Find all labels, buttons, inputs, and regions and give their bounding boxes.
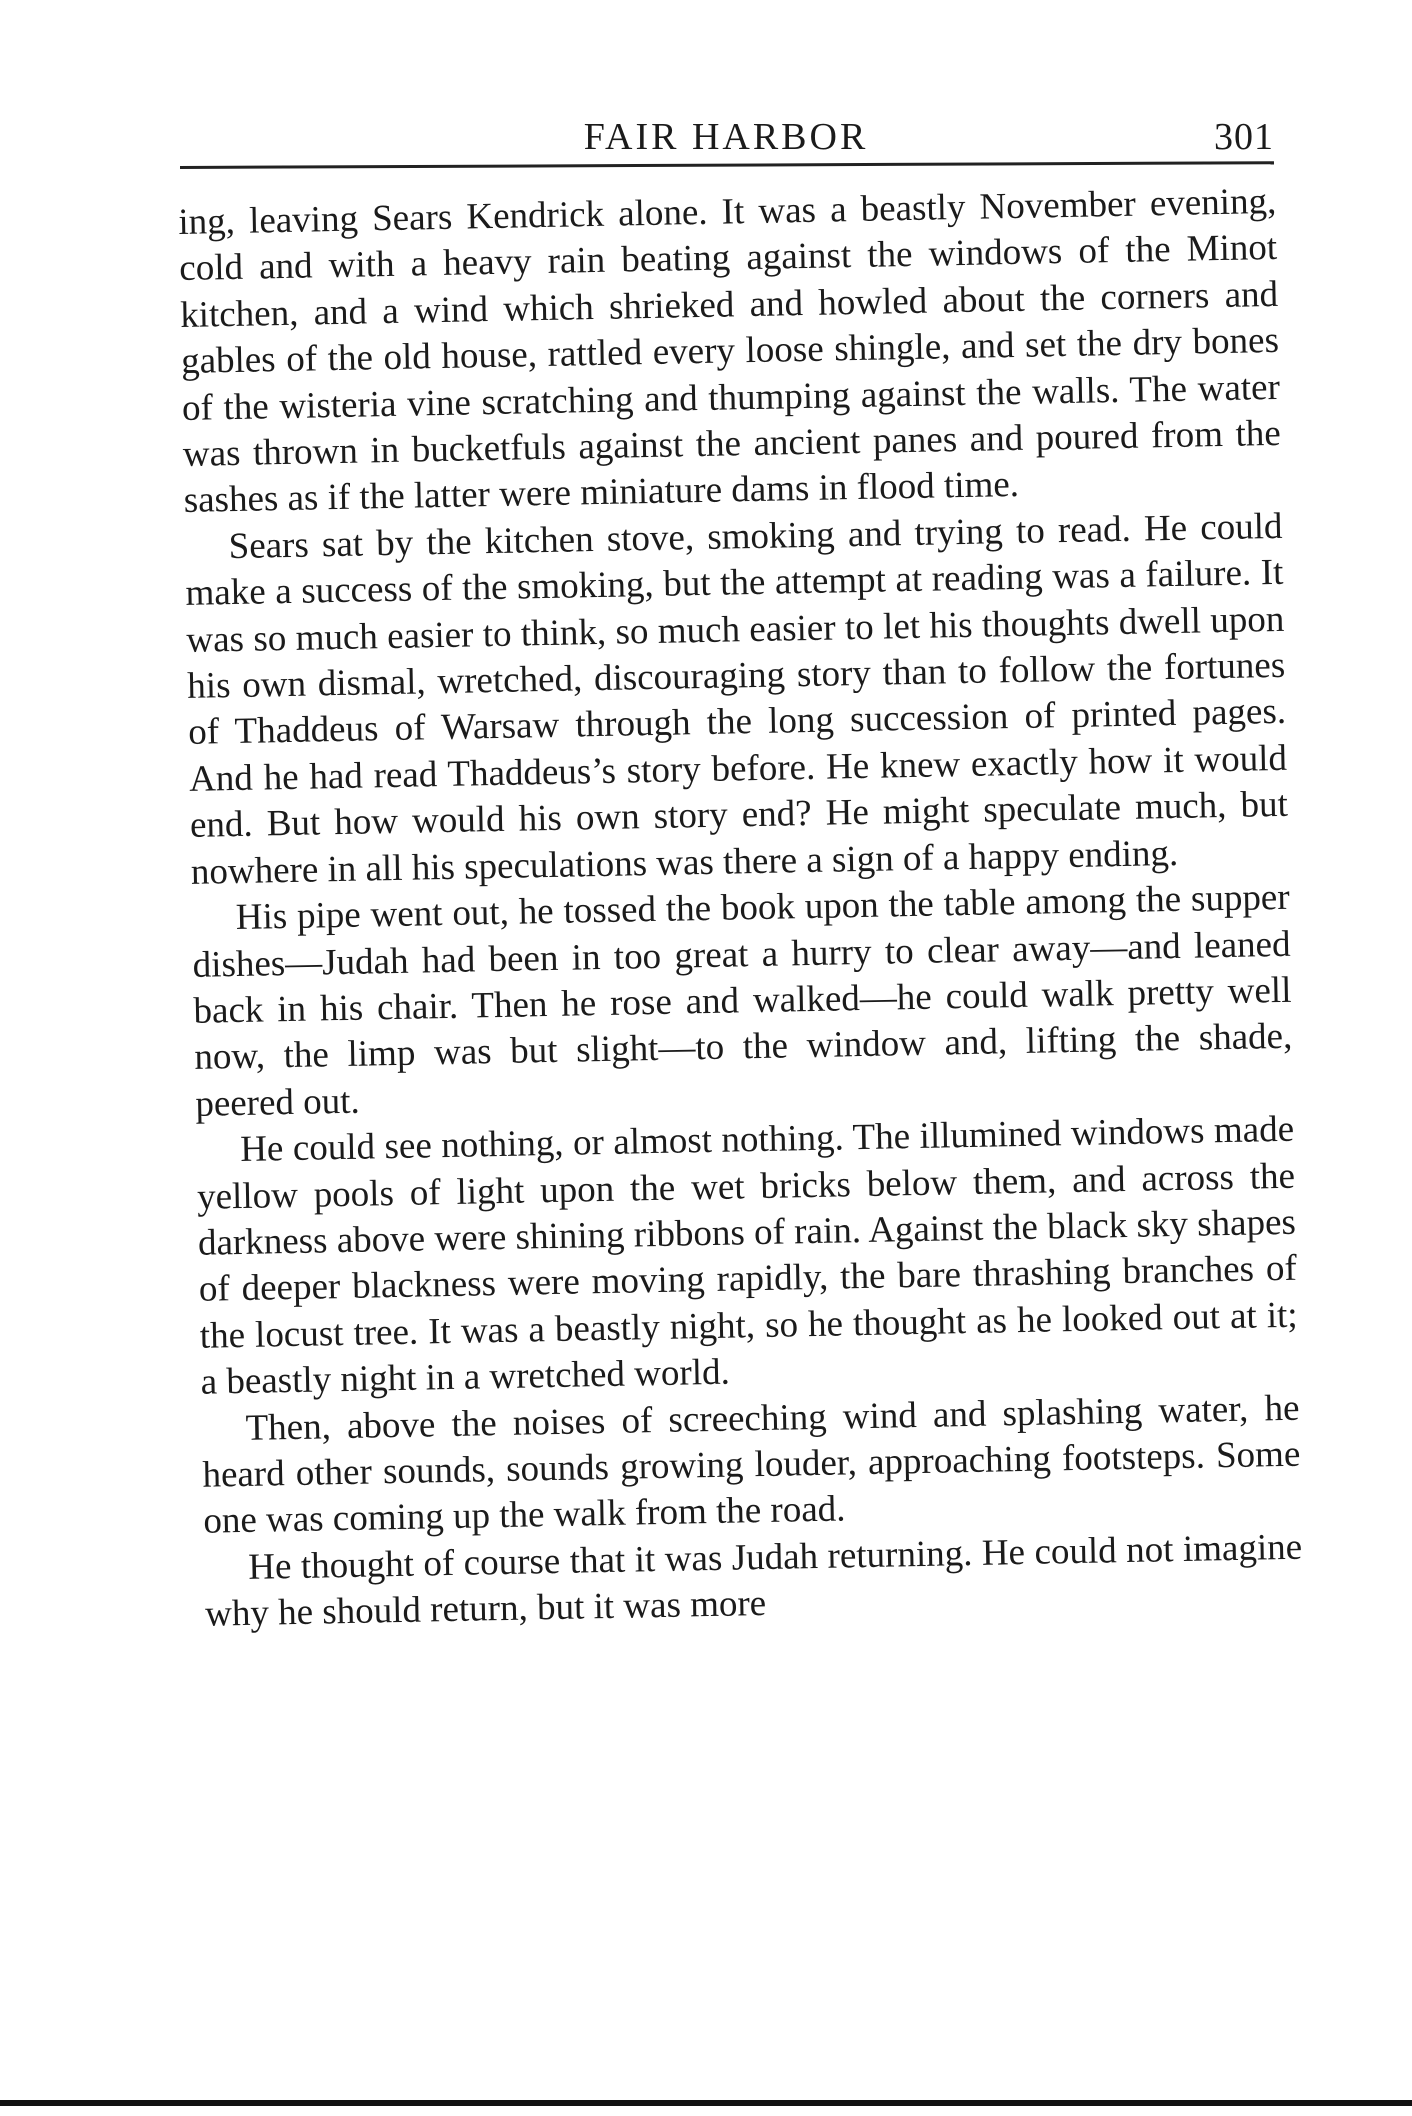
paragraph-1: ing, leaving Sears Kendrick alone. It was a beastly November evening, cold and with a heavy rain beating against the windows of the Minot kitchen, and a wind which shrieked and howled about the corners and gables of the old house, rattled every loose shingle, and set the dry bones of the wisteria vine scratching and thumping against the walls. The water was thrown in bucketfuls against the ancient panes and poured from the sashes as if the latter were miniature dams in flood time. — [178, 180, 1282, 522]
paragraph-6: He thought of course that it was Judah returning. He could not imagine why he should return, but it was more — [204, 1526, 1303, 1635]
paragraph-3: His pipe went out, he tossed the book upon the table among the supper dishes—Judah had been in too great a hurry to clear away—and leaned back in his chair. Then he rose and walked—he could walk pretty well now, the limp was but slight—to the window and, lifting the shade, peered out. — [192, 876, 1293, 1125]
scan-bottom-edge — [0, 2100, 1412, 2106]
paragraph-5: Then, above the noises of screeching wind and splashing water, he heard other sounds, sounds growing louder, approaching footsteps. Some one was coming up the walk from the road. — [202, 1387, 1301, 1543]
running-title: FAIR HARBOR — [583, 116, 869, 158]
paragraph-2: Sears sat by the kitchen stove, smoking and trying to read. He could make a success of the smoking, but the attempt at reading was a failure. It was so much easier to think, so much easier to let his thoughts dwell upon his own dismal, wretched, discouraging story than to follow the fortunes of Thaddeus of Warsaw through the long succession of printed pages. And he had read Thaddeus’s story before. He knew exactly how it would end. But how would his own story end? He might speculate much, but nowhere in all his speculations was there a sign of a happy ending. — [185, 505, 1289, 893]
paragraph-4: He could see nothing, or almost nothing. The illumined windows made yellow pools of light upon the wet bricks below them, and across the darkness above were shining ribbons of rain. Against the black sky shapes of deeper blackness were moving rapidly, the bare thrashing branches of the locust tree. It was a beastly night, so he thought as he looked out at it; a beastly night in a wretched world. — [196, 1108, 1299, 1403]
page-number: 301 — [1214, 116, 1274, 158]
body-text — [178, 179, 1303, 1638]
